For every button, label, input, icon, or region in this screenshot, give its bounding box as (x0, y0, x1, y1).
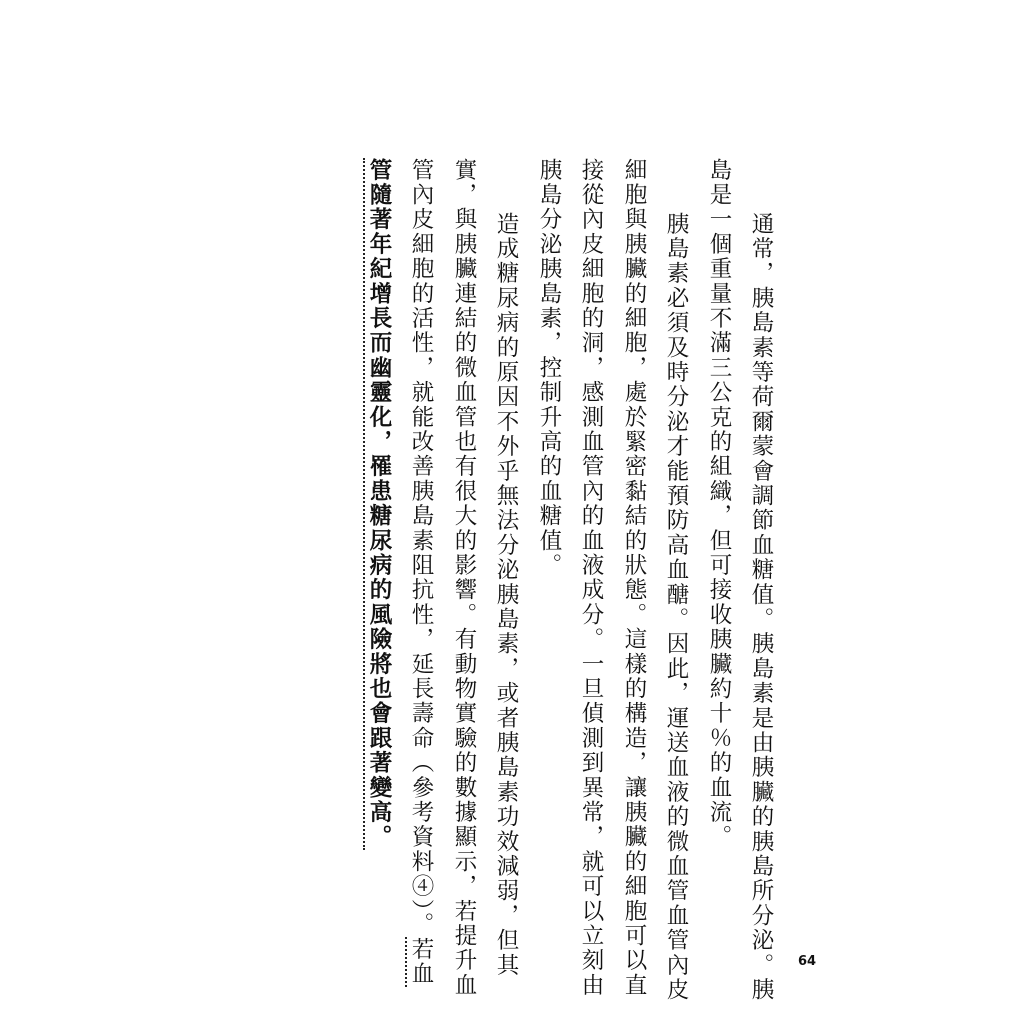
text-column-9 (406, 158, 436, 987)
text-column-6: 胰島分泌胰島素，控制升高的血糖值。 (536, 158, 562, 578)
text-column-3: 胰島素必須及時分泌才能預防高血醣。因此，運送血液的微血管血管內皮 (663, 212, 689, 1003)
text-column-4: 細胞與胰臟的細胞，處於緊密黏結的狀態。這樣的構造，讓胰臟的細胞可以直 (621, 158, 647, 998)
page-number: 64 (798, 954, 817, 969)
text-column-9-underlined: 若血 (405, 937, 434, 986)
text-column-7: 造成糖尿病的原因不外乎無法分泌胰島素，或者胰島素功效減弱，但其 (493, 212, 519, 978)
text-column-8: 實，與胰臟連結的微血管也有很大的影響。有動物實驗的數據顯示，若提升血 (451, 158, 477, 998)
text-column-5: 接從內皮細胞的洞，感測血管內的血液成分。一旦偵測到異常，就可以立刻由 (578, 158, 604, 998)
text-column-10-underlined: 管隨著年紀增長而幽靈化，罹患糖尿病的風險將也會跟著變高。 (363, 158, 392, 850)
text-column-10 (364, 158, 394, 850)
text-column-9-main: 管內皮細胞的活性，就能改善胰島素阻抗性，延長壽命（參考資料④）。 (408, 158, 434, 938)
text-column-2: 島是一個重量不滿三公克的組織，但可接收胰臟約十％的血流。 (706, 158, 732, 850)
text-column-1: 通常，胰島素等荷爾蒙會調節血糖值。胰島素是由胰臟的胰島所分泌。胰 (748, 212, 774, 1003)
